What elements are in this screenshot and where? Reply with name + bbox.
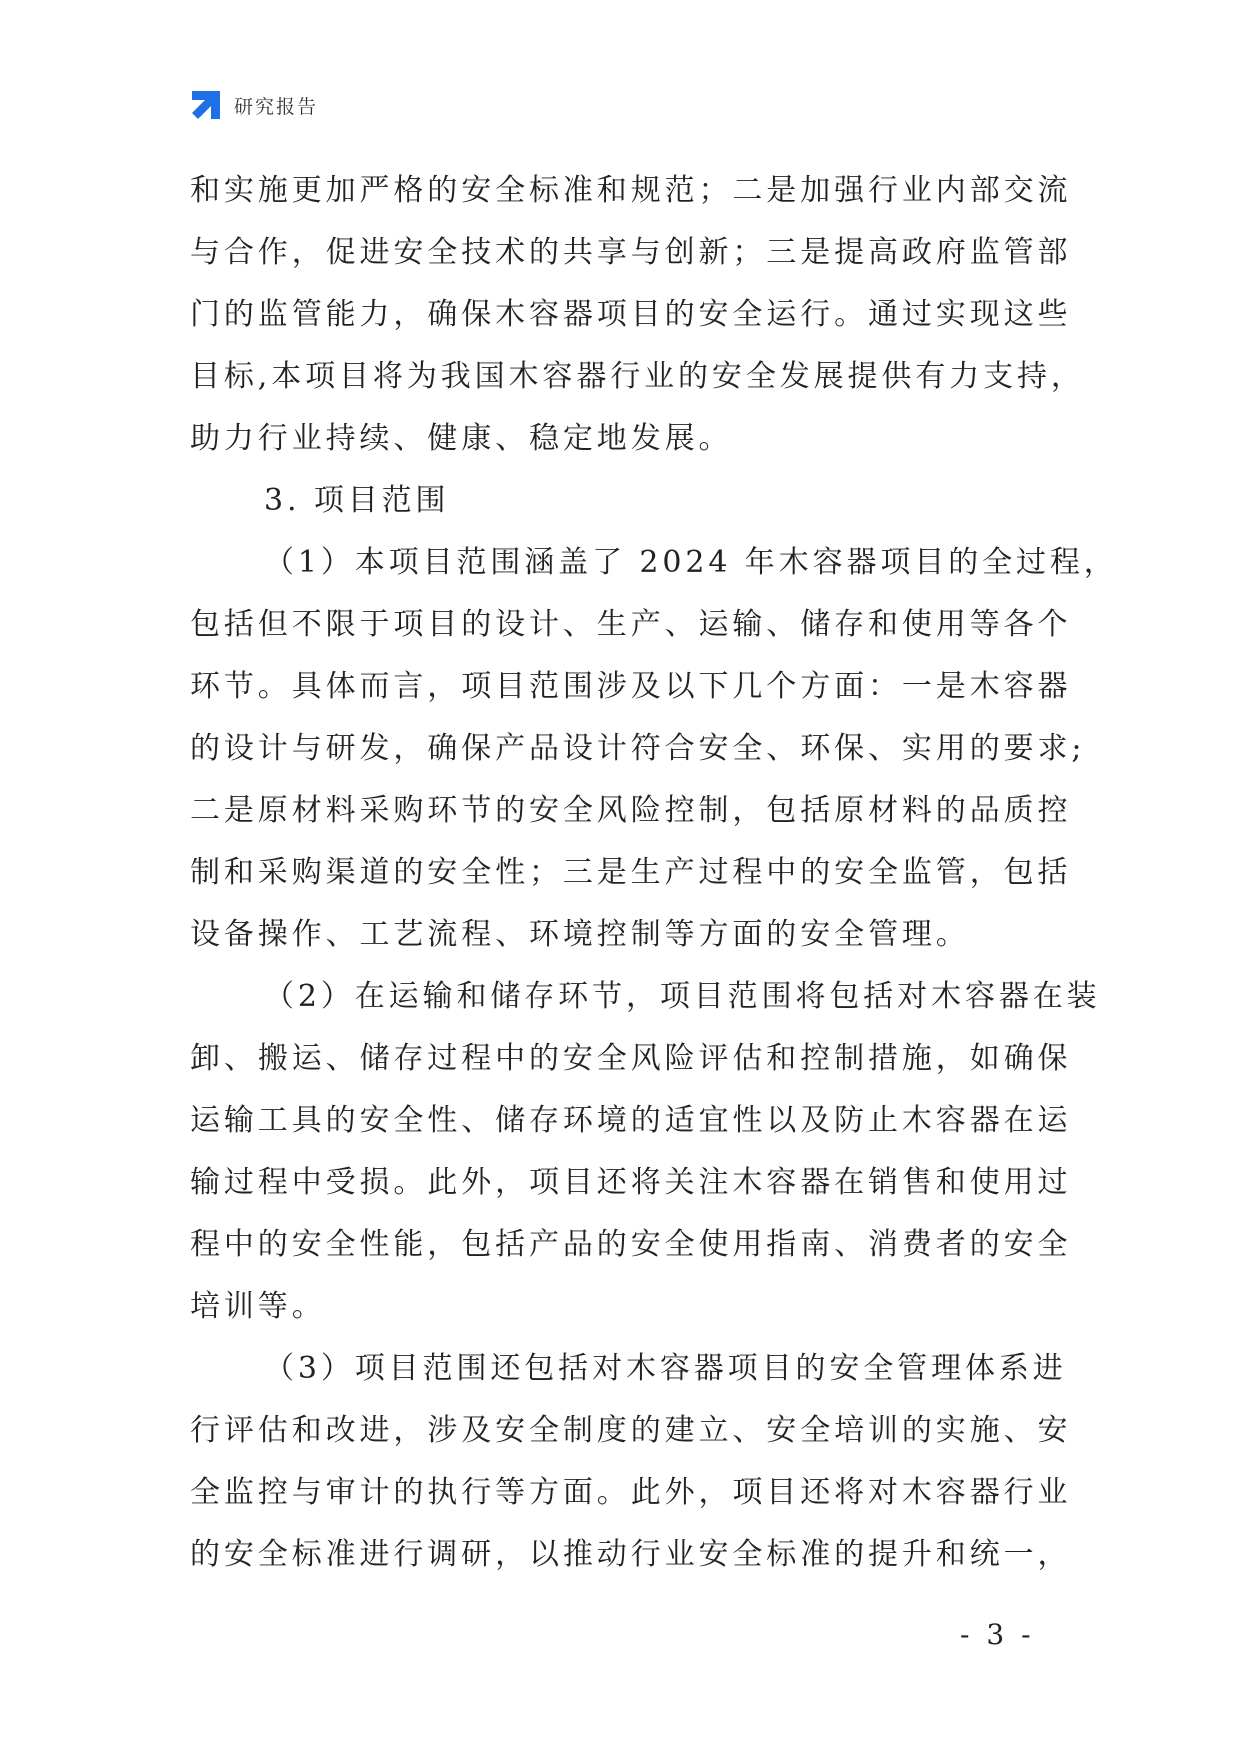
- paragraph-line: 的设计与研发，确保产品设计符合安全、环保、实用的要求;: [190, 731, 1086, 766]
- paragraph-line: 与合作，促进安全技术的共享与创新；三是提高政府监管部: [190, 235, 1072, 270]
- paragraph-line: 目标,本项目将为我国木容器行业的安全发展提供有力支持，: [190, 359, 1085, 394]
- report-header: [190, 88, 318, 122]
- paragraph-line: 培训等。: [190, 1289, 326, 1324]
- paragraph-line: 设备操作、工艺流程、环境控制等方面的安全管理。: [190, 917, 970, 952]
- paragraph-line: 程中的安全性能，包括产品的安全使用指南、消费者的安全: [190, 1227, 1072, 1262]
- paragraph-line: 卸、搬运、储存过程中的安全风险评估和控制措施，如确保: [190, 1041, 1072, 1076]
- paragraph-line: （1）本项目范围涵盖了 2024 年木容器项目的全过程，: [264, 545, 1118, 580]
- paragraph-line: 运输工具的安全性、储存环境的适宜性以及防止木容器在运: [190, 1103, 1072, 1138]
- paragraph-line: 行评估和改进，涉及安全制度的建立、安全培训的实施、安: [190, 1413, 1072, 1448]
- arrow-logo-icon: [190, 89, 222, 121]
- page-number: - 3 -: [960, 1618, 1035, 1651]
- paragraph-line: 的安全标准进行调研，以推动行业安全标准的提升和统一，: [190, 1537, 1072, 1572]
- header-title: 研究报告: [234, 95, 319, 118]
- paragraph-line: 制和采购渠道的安全性；三是生产过程中的安全监管，包括: [190, 855, 1072, 890]
- paragraph-line: 二是原材料采购环节的安全风险控制，包括原材料的品质控: [190, 793, 1072, 828]
- paragraph-line: （2）在运输和储存环节，项目范围将包括对木容器在装: [264, 979, 1101, 1014]
- paragraph-line: 全监控与审计的执行等方面。此外，项目还将对木容器行业: [190, 1475, 1072, 1510]
- paragraph-line: 包括但不限于项目的设计、生产、运输、储存和使用等各个: [190, 607, 1072, 642]
- section-heading: 3. 项目范围: [264, 483, 450, 518]
- document-body: [190, 160, 1118, 1586]
- paragraph-line: 门的监管能力，确保木容器项目的安全运行。通过实现这些: [190, 297, 1072, 332]
- paragraph-line: 和实施更加严格的安全标准和规范；二是加强行业内部交流: [190, 173, 1072, 208]
- paragraph-line: 助力行业持续、健康、稳定地发展。: [190, 421, 733, 456]
- paragraph-line: 环节。具体而言，项目范围涉及以下几个方面：一是木容器: [190, 669, 1072, 704]
- paragraph-line: 输过程中受损。此外，项目还将关注木容器在销售和使用过: [190, 1165, 1072, 1200]
- paragraph-line: （3）项目范围还包括对木容器项目的安全管理体系进: [264, 1351, 1067, 1386]
